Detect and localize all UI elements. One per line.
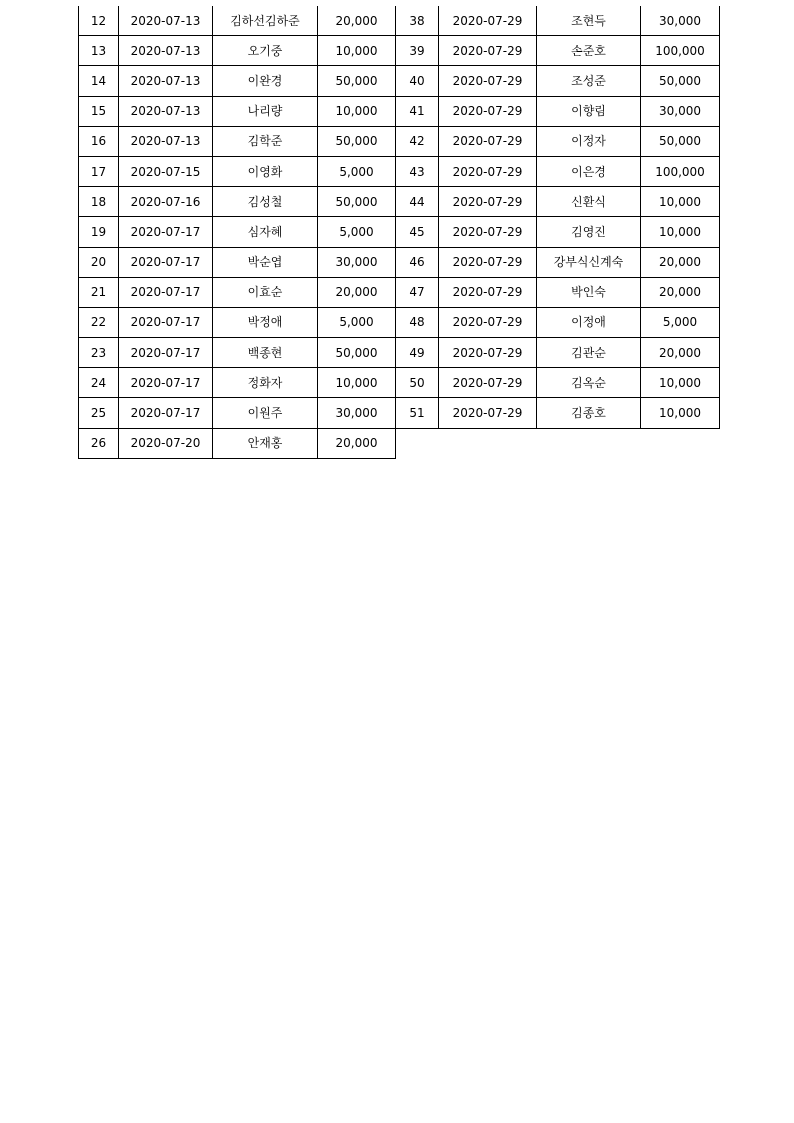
table-row	[396, 217, 720, 247]
row-number: 20	[78, 248, 119, 277]
donation-date: 2020-07-17	[119, 308, 213, 337]
donor-name: 김학준	[213, 127, 318, 156]
donor-name: 이영화	[213, 157, 318, 186]
table-row	[78, 398, 396, 428]
donor-name: 박순엽	[213, 248, 318, 277]
donor-name: 이은경	[537, 157, 641, 186]
donation-amount: 50,000	[641, 127, 720, 156]
table-row	[396, 127, 720, 157]
table-row	[396, 187, 720, 217]
row-number: 48	[396, 308, 439, 337]
donor-name: 김관순	[537, 338, 641, 367]
donation-date: 2020-07-13	[119, 6, 213, 35]
donation-date: 2020-07-29	[439, 278, 537, 307]
table-row	[78, 248, 396, 278]
table-row	[78, 187, 396, 217]
donation-amount: 100,000	[641, 157, 720, 186]
row-number: 13	[78, 36, 119, 65]
donation-date: 2020-07-29	[439, 187, 537, 216]
donation-date: 2020-07-29	[439, 66, 537, 95]
donor-name: 신환식	[537, 187, 641, 216]
donor-name: 나리량	[213, 97, 318, 126]
donation-date: 2020-07-17	[119, 248, 213, 277]
row-number: 44	[396, 187, 439, 216]
donation-amount: 50,000	[318, 127, 396, 156]
row-number: 40	[396, 66, 439, 95]
table-row	[396, 338, 720, 368]
donation-table-left	[78, 6, 396, 459]
donor-name: 조현득	[537, 6, 641, 35]
table-row	[396, 398, 720, 428]
donor-name: 조성준	[537, 66, 641, 95]
row-number: 22	[78, 308, 119, 337]
donation-date: 2020-07-17	[119, 368, 213, 397]
donation-amount: 50,000	[318, 66, 396, 95]
row-number: 41	[396, 97, 439, 126]
donation-date: 2020-07-29	[439, 248, 537, 277]
donation-amount: 20,000	[641, 248, 720, 277]
table-row	[78, 278, 396, 308]
row-number: 21	[78, 278, 119, 307]
donor-name: 박인숙	[537, 278, 641, 307]
donor-name: 오기중	[213, 36, 318, 65]
donation-amount: 30,000	[641, 97, 720, 126]
donation-date: 2020-07-29	[439, 157, 537, 186]
donation-amount: 10,000	[641, 368, 720, 397]
donor-name: 강부식신계숙	[537, 248, 641, 277]
donation-amount: 20,000	[318, 429, 396, 458]
table-row	[78, 66, 396, 96]
donation-amount: 10,000	[318, 97, 396, 126]
donation-date: 2020-07-20	[119, 429, 213, 458]
donor-name: 이원주	[213, 398, 318, 427]
donation-table-right	[396, 6, 720, 429]
row-number: 25	[78, 398, 119, 427]
donation-date: 2020-07-17	[119, 217, 213, 246]
donation-amount: 5,000	[318, 308, 396, 337]
donation-amount: 100,000	[641, 36, 720, 65]
row-number: 46	[396, 248, 439, 277]
donation-date: 2020-07-29	[439, 368, 537, 397]
donation-date: 2020-07-13	[119, 66, 213, 95]
donation-amount: 5,000	[641, 308, 720, 337]
donation-date: 2020-07-29	[439, 398, 537, 427]
row-number: 39	[396, 36, 439, 65]
row-number: 15	[78, 97, 119, 126]
donation-amount: 20,000	[318, 278, 396, 307]
donation-amount: 10,000	[641, 187, 720, 216]
donor-name: 박정애	[213, 308, 318, 337]
donation-date: 2020-07-16	[119, 187, 213, 216]
donation-date: 2020-07-29	[439, 127, 537, 156]
row-number: 47	[396, 278, 439, 307]
donation-amount: 30,000	[318, 248, 396, 277]
donor-name: 심자혜	[213, 217, 318, 246]
row-number: 50	[396, 368, 439, 397]
donation-amount: 5,000	[318, 157, 396, 186]
donation-date: 2020-07-29	[439, 6, 537, 35]
table-row	[78, 429, 396, 459]
donation-date: 2020-07-13	[119, 36, 213, 65]
table-row	[396, 97, 720, 127]
donor-name: 김옥순	[537, 368, 641, 397]
donation-date: 2020-07-29	[439, 36, 537, 65]
table-row	[78, 217, 396, 247]
donation-amount: 10,000	[318, 36, 396, 65]
row-number: 17	[78, 157, 119, 186]
donor-name: 이효순	[213, 278, 318, 307]
table-row	[78, 97, 396, 127]
donation-amount: 30,000	[318, 398, 396, 427]
donor-name: 김성철	[213, 187, 318, 216]
donation-amount: 10,000	[641, 217, 720, 246]
table-row	[396, 368, 720, 398]
table-row	[396, 66, 720, 96]
donation-date: 2020-07-29	[439, 308, 537, 337]
table-row	[396, 308, 720, 338]
donation-date: 2020-07-17	[119, 338, 213, 367]
row-number: 38	[396, 6, 439, 35]
donation-date: 2020-07-15	[119, 157, 213, 186]
row-number: 24	[78, 368, 119, 397]
donor-name: 이정자	[537, 127, 641, 156]
table-row	[78, 338, 396, 368]
table-row	[78, 127, 396, 157]
donation-amount: 50,000	[318, 338, 396, 367]
row-number: 16	[78, 127, 119, 156]
row-number: 12	[78, 6, 119, 35]
row-number: 14	[78, 66, 119, 95]
donation-amount: 20,000	[641, 278, 720, 307]
table-row	[78, 36, 396, 66]
donor-name: 김종호	[537, 398, 641, 427]
table-row	[396, 157, 720, 187]
donation-amount: 50,000	[641, 66, 720, 95]
table-row	[78, 6, 396, 36]
donation-amount: 50,000	[318, 187, 396, 216]
donation-date: 2020-07-17	[119, 398, 213, 427]
donation-date: 2020-07-17	[119, 278, 213, 307]
row-number: 18	[78, 187, 119, 216]
table-row	[78, 308, 396, 338]
donation-amount: 5,000	[318, 217, 396, 246]
donation-date: 2020-07-13	[119, 127, 213, 156]
row-number: 26	[78, 429, 119, 458]
table-row	[396, 248, 720, 278]
donor-name: 백종현	[213, 338, 318, 367]
row-number: 45	[396, 217, 439, 246]
row-number: 19	[78, 217, 119, 246]
donation-amount: 20,000	[318, 6, 396, 35]
donor-name: 이향림	[537, 97, 641, 126]
donor-name: 정화자	[213, 368, 318, 397]
row-number: 51	[396, 398, 439, 427]
donation-date: 2020-07-13	[119, 97, 213, 126]
donation-amount: 20,000	[641, 338, 720, 367]
table-row	[78, 157, 396, 187]
donation-amount: 30,000	[641, 6, 720, 35]
donor-name: 손준호	[537, 36, 641, 65]
donation-date: 2020-07-29	[439, 217, 537, 246]
row-number: 49	[396, 338, 439, 367]
row-number: 23	[78, 338, 119, 367]
donation-amount: 10,000	[641, 398, 720, 427]
donor-name: 김영진	[537, 217, 641, 246]
donation-amount: 10,000	[318, 368, 396, 397]
donor-name: 김하선김하준	[213, 6, 318, 35]
donor-name: 이완경	[213, 66, 318, 95]
donor-name: 안재홍	[213, 429, 318, 458]
table-row	[78, 368, 396, 398]
donation-date: 2020-07-29	[439, 97, 537, 126]
row-number: 43	[396, 157, 439, 186]
donor-name: 이정애	[537, 308, 641, 337]
donation-date: 2020-07-29	[439, 338, 537, 367]
table-row	[396, 278, 720, 308]
table-row	[396, 6, 720, 36]
table-row	[396, 36, 720, 66]
row-number: 42	[396, 127, 439, 156]
